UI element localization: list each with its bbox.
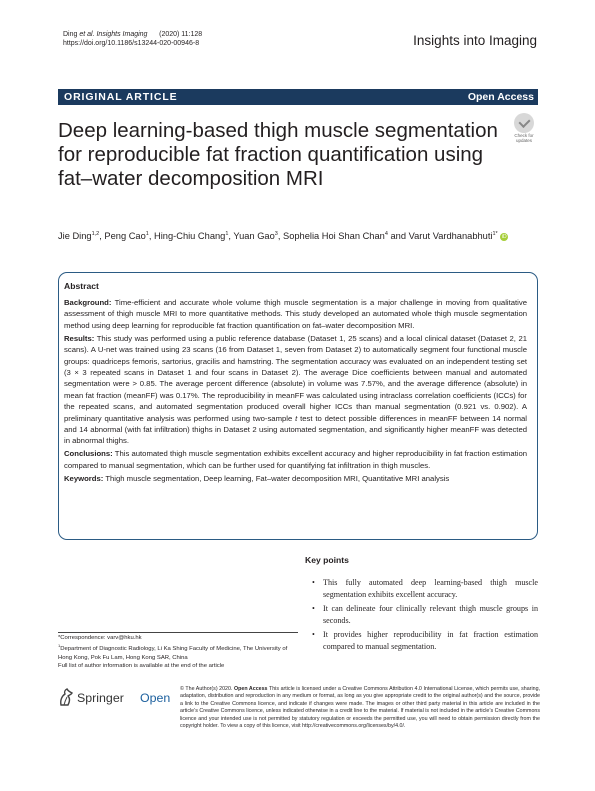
author-name[interactable]: Hing-Chiu Chang bbox=[154, 231, 226, 242]
article-title: Deep learning-based thigh muscle segmentation for reproducible fat fraction quantification using fat–water decomposition MRI bbox=[58, 119, 498, 190]
correspondence-email[interactable]: *Correspondence: varv@hku.hk bbox=[58, 635, 142, 641]
springer-horse-icon bbox=[58, 688, 75, 707]
author-name[interactable]: Yuan Gao bbox=[233, 231, 275, 242]
check-for-updates-label: Check for updates bbox=[514, 133, 534, 143]
author-affiliation: 1* bbox=[492, 231, 498, 237]
citation bbox=[63, 30, 202, 48]
list-item: • This fully automated deep learning-based thigh muscle segmentation exhibits excellent accuracy. bbox=[312, 578, 538, 599]
abstract-box bbox=[58, 272, 538, 540]
check-for-updates-button[interactable] bbox=[511, 113, 537, 145]
publisher-open: Open bbox=[140, 691, 171, 705]
license-text: © The Author(s) 2020. Open Access This article is licensed under a Creative Commons Attribution 4.0 International License, which permits use, sharing, adaptation, distribution and reproduction in any medium or format, as long as you give appropriate credit to the original author(s) and the source, provide a link to the Creative Commons licence, and indicate if changes were made. The images or other third party material in this article are included in the article’s Creative Commons licence, unless indicated otherwise in a credit line to the material. If material is not included in the article’s Creative Commons licence and your intended use is not permitted by statutory regulation or exceeds the permitted use, you will need to obtain permission directly from the copyright holder. To view a copy of this licence, visit http://creativecommons.org/licenses/by/4.0/. bbox=[180, 686, 540, 730]
correspondence-note bbox=[58, 632, 298, 670]
check-for-updates-icon bbox=[514, 113, 534, 133]
author-affiliation: 1 bbox=[145, 231, 149, 237]
abstract-results: Results: This study was performed using a public reference database (Dataset 1, 25 scans) and a local clinical dataset (Dataset 2, 21 scans). A U-net was trained using 23 scans (16 from Dataset 1, seven from Dataset 2) to automatically segment four functional muscle groups: quadriceps femoris, sartorius, gracilis and hamstring. The segmentation accuracy was evaluated on an independent testing set (3 × 3 repeated scans in Dataset 1 and four scans in Dataset 2). The average Dice coefficients between manual and automated segmentation were > 0.85. The average percent difference (absolute) in volume was 7.57%, and the average difference (absolute) in mean fat fraction (meanFF) was 0.17%. The reproducibility in meanFF was calculated using intraclass correlation coefficients (ICCs) for the repeated scans, and automated segmentation produced overall higher ICCs than manual segmentation (0.921 vs. 0.902). A preliminary quantitative analysis was performed using two-sample t test to detect possible differences in meanFF between 14 normal and 14 abnormal (with fat infiltration) thighs in Dataset 2 using automated segmentation, and significantly higher meanFF was detected in abnormal thighs. bbox=[64, 333, 527, 446]
journal-name: Insights into Imaging bbox=[413, 33, 537, 48]
abstract-background: Background: Time-efficient and accurate whole volume thigh muscle segmentation is a major challenge in moving from qualitative assessment of thigh muscle MRI to more quantitative methods. This study developed an automated whole thigh muscle segmentation method using deep learning for reproducible fat fraction quantification on fat–water decomposition MRI. bbox=[64, 298, 527, 330]
license-link[interactable]: http://creativecommons.org/licenses/by/4.0/ bbox=[302, 723, 404, 730]
correspondence-affiliation: $^1$Department of Diagnostic Radiology, Li Ka Shing Faculty of Medicine, The University of Hong Kong, Pok Fu Lam, Hong Kong SAR, China bbox=[58, 643, 288, 661]
key-points-heading: Key points bbox=[305, 555, 349, 565]
author-list: Jie Ding$^{1,2}$, Peng Cao$^1$, Hing-Chiu Chang$^1$, Yuan Gao$^3$, Sophelia Hoi Shan Chan$^4$ and Varut Vardhanabhuti$^{1*}$ iD bbox=[58, 231, 507, 242]
springer-open-logo bbox=[58, 688, 178, 710]
author-affiliation: 1 bbox=[225, 231, 229, 237]
citation-author: Ding bbox=[63, 31, 78, 38]
author-name[interactable]: Varut Vardhanabhuti bbox=[408, 231, 493, 242]
list-item: • It provides higher reproducibility in fat fraction estimation compared to manual segmentation. bbox=[312, 630, 538, 651]
abstract-heading: Abstract bbox=[64, 281, 99, 291]
abstract-keywords: Keywords: Thigh muscle segmentation, Deep learning, Fat–water decomposition MRI, Quantitative MRI analysis bbox=[64, 473, 450, 483]
author-name[interactable]: Jie Ding bbox=[58, 231, 92, 242]
author-name[interactable]: Peng Cao bbox=[104, 231, 146, 242]
open-access-label: Open Access bbox=[467, 91, 534, 103]
author-name[interactable]: Sophelia Hoi Shan Chan bbox=[283, 231, 385, 242]
article-type-banner bbox=[58, 89, 538, 105]
publisher-name: Springer bbox=[77, 691, 124, 705]
key-points-list bbox=[312, 577, 538, 655]
citation-journal: et al. Insights Imaging bbox=[79, 31, 148, 38]
citation-year-volume: (2020) 11:128 bbox=[159, 31, 203, 38]
abstract-conclusions: Conclusions: This automated thigh muscle segmentation exhibits excellent accuracy and higher reproducibility in fat fraction estimation compared to manual segmentation, which can be further used for quantifying fat infiltration in thigh muscles. bbox=[64, 449, 528, 470]
orcid-icon[interactable]: iD bbox=[501, 234, 507, 241]
article-type: ORIGINAL ARTICLE bbox=[64, 91, 178, 103]
doi-link[interactable]: https://doi.org/10.1186/s13244-020-00946-8 bbox=[63, 40, 200, 47]
author-affiliation: 4 bbox=[384, 231, 388, 237]
correspondence-full-list: Full list of author information is available at the end of the article bbox=[58, 662, 225, 669]
abstract-body bbox=[64, 297, 527, 486]
author-affiliation: 3 bbox=[274, 231, 278, 237]
author-affiliation: 1,2 bbox=[91, 231, 100, 237]
list-item: • It can delineate four clinically relevant thigh muscle groups in seconds. bbox=[312, 604, 538, 625]
